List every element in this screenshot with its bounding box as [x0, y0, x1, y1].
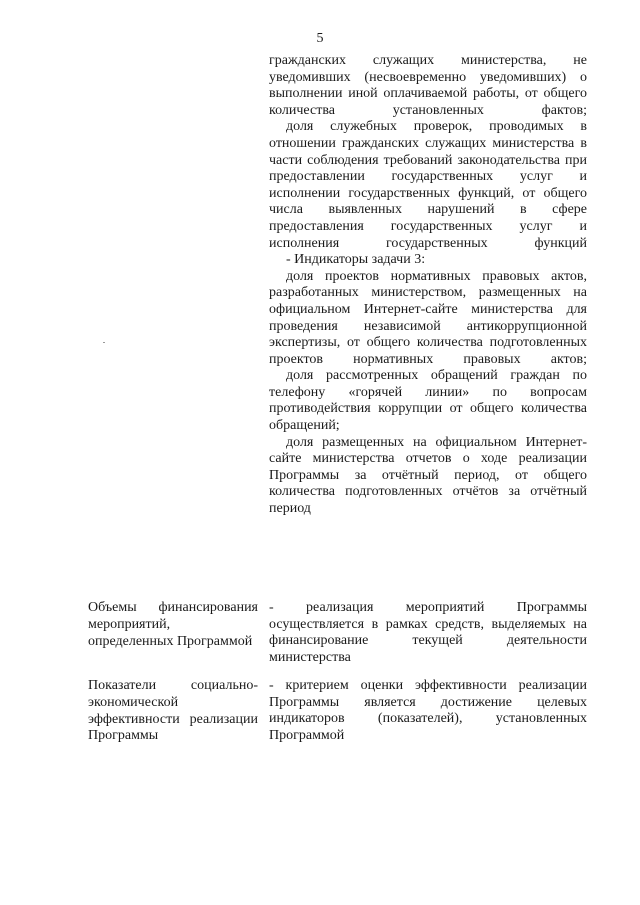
indicator-paragraph-4: доля рассмотренных обращений граждан по телефону «горячей линии» по вопросам противодействия коррупции от общего количества обращений;	[269, 368, 587, 434]
indicator-paragraph-1: гражданских служащих министерства, не уведомивших (несвоевременно уведомивших) о выполнении иной оплачиваемой работы, от общего количества установленных фактов;	[269, 53, 587, 118]
funding-label-text: Объемы финансирования мероприятий, определенных Программой	[88, 600, 258, 649]
task-indicators-block	[269, 53, 587, 518]
efficiency-value	[269, 678, 587, 744]
efficiency-label-text: Показатели социально-экономической эффективности реализации Программы	[88, 678, 258, 744]
indicator-paragraph-2: доля служебных проверок, проводимых в отношении гражданских служащих министерства в части соблюдения требований законодательства при предоставлении государственных услуг и исполнении государственных функций, от общего числа выявленных нарушений в сфере предоставления государственных услуг и исполнения государственных функций	[269, 119, 587, 251]
task-3-heading: - Индикаторы задачи 3:	[286, 252, 426, 268]
scan-dot	[103, 342, 105, 343]
indicator-paragraph-5: доля размещенных на официальном Интернет-сайте министерства отчетов о ходе реализации Программы за отчётный период, от общего количества подготовленных отчётов за отчётный период	[269, 434, 587, 517]
funding-label	[88, 600, 258, 650]
funding-value	[269, 600, 587, 666]
page-number: 5	[316, 31, 324, 46]
efficiency-label	[88, 678, 258, 745]
funding-value-text: - реализация мероприятий Программы осуществляется в рамках средств, выделяемых на финансирование текущей деятельности министерства	[269, 600, 587, 665]
indicator-paragraph-3: доля проектов нормативных правовых актов, разработанных министерством, размещенных на официальном Интернет-сайте министерства для проведения независимой антикоррупционной экспертизы, от общего количества подготовленных проектов нормативных правовых актов;	[269, 268, 587, 367]
efficiency-value-text: - критерием оценки эффективности реализации Программы является достижение целевых индикаторов (показателей), установленных Программой	[269, 678, 587, 743]
